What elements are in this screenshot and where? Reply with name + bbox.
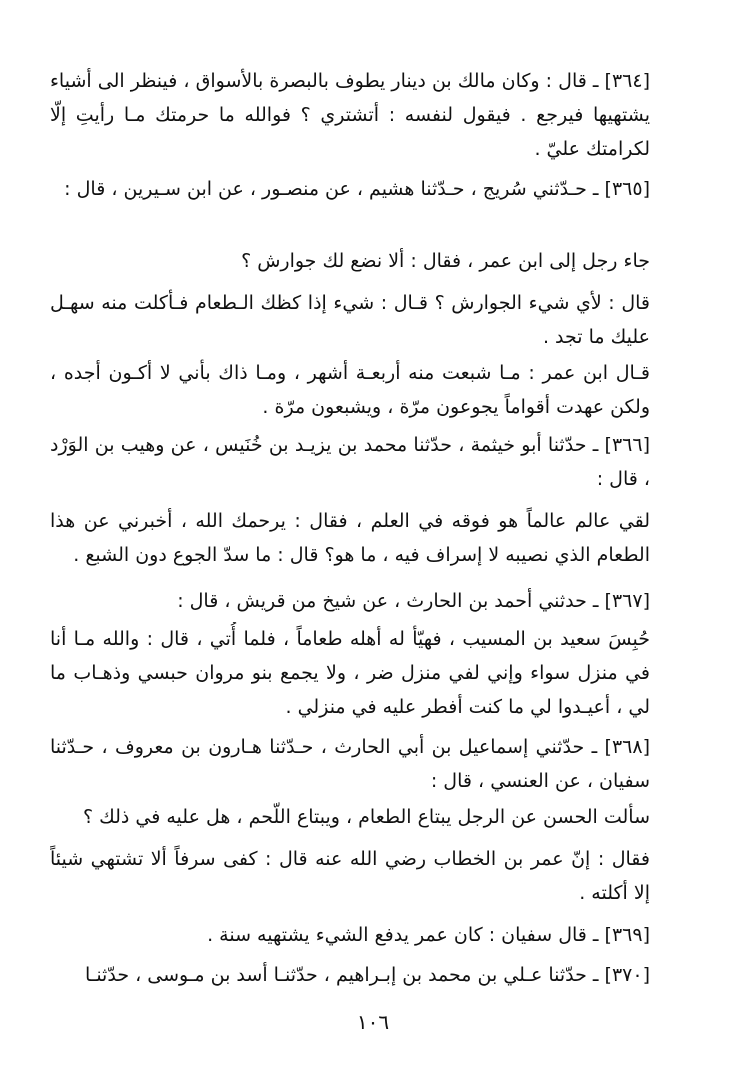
- paragraph-370: [٣٧٠] ـ حدّثنا عـلي بن محمد بن إبـراهيم ، حدّثنـا أسد بن مـوسى ، حدّثنـا: [84, 964, 650, 986]
- paragraph-369: [٣٦٩] ـ قال سفيان : كان عمر يدفع الشيء يشتهيه سنة .: [207, 924, 650, 946]
- paragraph-368-answer: فقال : إنّ عمر بن الخطاب رضي الله عنه قال : كفى سرفاً ألا تشتهي شيئاً إلا أكلته .: [50, 848, 650, 904]
- paragraph-365-ibn-umar: قـال ابن عمر : مـا شبعت منه أربعـة أشهر ، ومـا ذاك بأني لا أكـون أجده ، ولكن عهدت أقواماً يجوعون مرّة ، ويشبعون مرّة .: [50, 362, 650, 418]
- paragraph-367-text: حُبِسَ سعيد بن المسيب ، فهيّأ له أهله طعاماً ، فلما أُتي ، قال : والله مـا أنا في منزل سواء وإني لفي منزل ضر ، ولا يجمع بنو مروان حبسي وذهـاب ما لي ، أعيـدوا لي ما كنت أفطر عليه في منزلي .: [50, 628, 650, 718]
- paragraph-364: [٣٦٤] ـ قال : وكان مالك بن دينار يطوف بالبصرة بالأسواق ، فينظر الى أشياء يشتهيها فيرجع . فيقول لنفسه : أتشتري ؟ فوالله ما حرمتك مـا رأيتِ إلّا لكرامتك عليّ .: [50, 70, 650, 160]
- paragraph-368-isnad: [٣٦٨] ـ حدّثني إسماعيل بن أبي الحارث ، حـدّثنا هـارون بن معروف ، حـدّثنا سفيان ، عن العنسي ، قال :: [50, 736, 650, 792]
- paragraph-366-text: لقي عالم عالماً هو فوقه في العلم ، فقال : يرحمك الله ، أخبرني عن هذا الطعام الذي نصيبه لا إسراف فيه ، ما هو؟ قال : ما سدّ الجوع دون الشبع .: [50, 510, 650, 566]
- paragraph-366-isnad: [٣٦٦] ـ حدّثنا أبو خيثمة ، حدّثنا محمد بن يزيـد بن خُنَيس ، عن وهيب بن الوَرْد ، قال :: [50, 434, 650, 490]
- paragraph-368-question: سألت الحسن عن الرجل يبتاع الطعام ، ويبتاع اللّحم ، هل عليه في ذلك ؟: [82, 806, 650, 828]
- paragraph-367-isnad: [٣٦٧] ـ حدثني أحمد بن الحارث ، عن شيخ من قريش ، قال :: [177, 590, 650, 612]
- paragraph-365-question: جاء رجل إلى ابن عمر ، فقال : ألا نضع لك جوارش ؟: [241, 250, 650, 272]
- paragraph-365-isnad: [٣٦٥] ـ حـدّثني سُريج ، حـدّثنا هشيم ، عن منصـور ، عن ابن سـيرين ، قال :: [64, 178, 650, 200]
- page-number: ١٠٦: [356, 1010, 390, 1034]
- paragraph-365-answer: قال : لأي شيء الجوارش ؟ قـال : شيء إذا كظك الـطعام فـأكلت منه سهـل عليك ما تجد .: [50, 292, 650, 348]
